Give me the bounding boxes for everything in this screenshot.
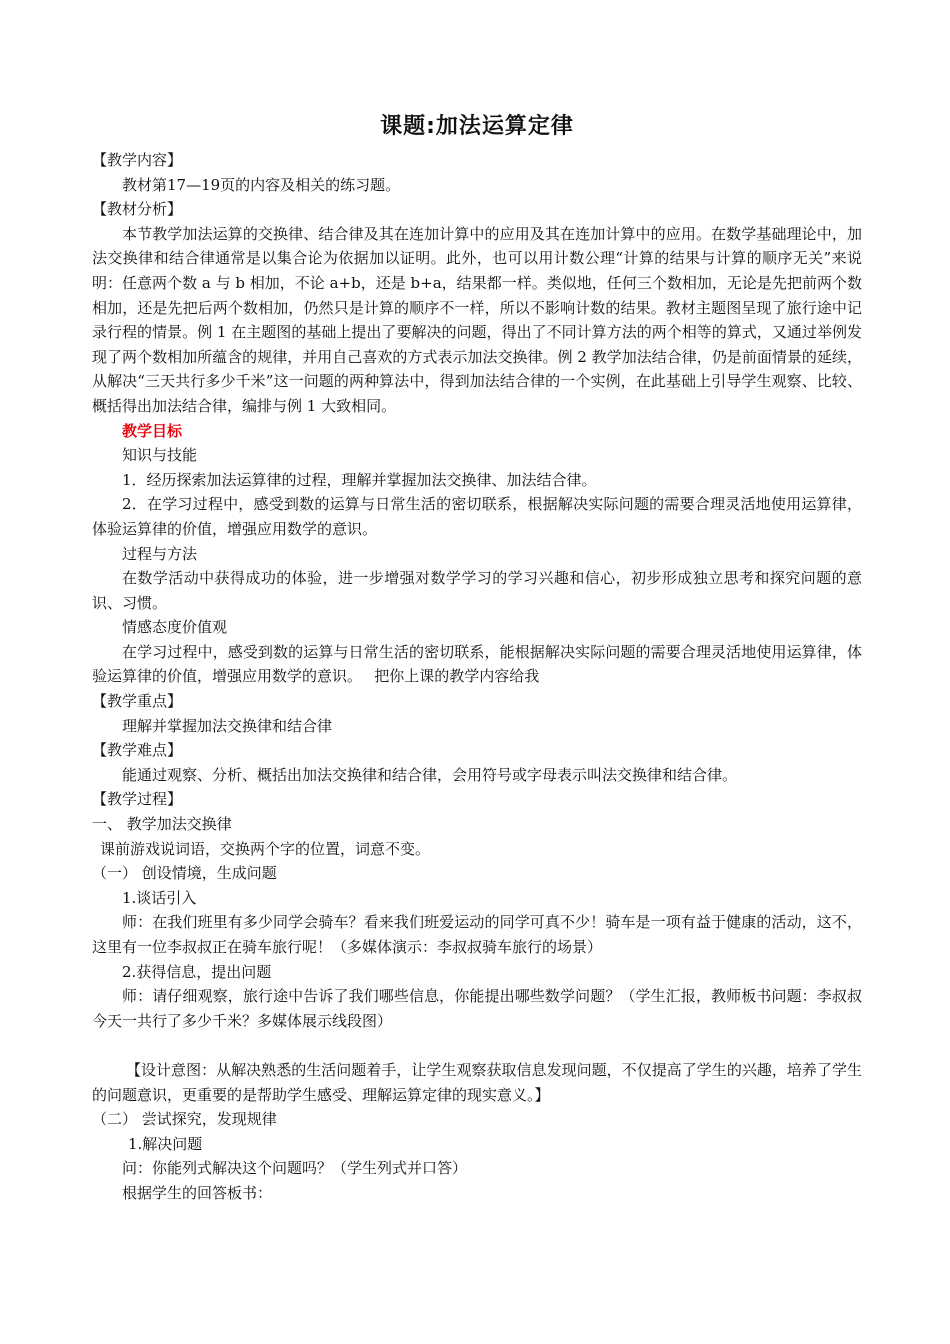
sub-2-1-heading: 1.解决问题 [128, 1134, 203, 1153]
page-title: 课题:加法运算定律 [380, 114, 574, 139]
content-text: 教材第17—19页的内容及相关的练习题。 [122, 175, 401, 194]
sub-2-1-question: 问：你能列式解决这个问题吗？（学生列式并口答） [122, 1159, 468, 1178]
document-page [92, 110, 862, 1206]
section-heading-analysis: 【教材分析】 [92, 200, 183, 219]
game-text: 课前游戏说词语，交换两个字的位置，词意不变。 [100, 839, 431, 858]
goal-emotion-text: 在学习过程中，感受到数的运算与日常生活的密切联系，能根据解决实际问题的需要合理灵活地使用运算律，体验运算律的价值，增强应用数学的意识。 把你上课的教学内容给我 [92, 642, 862, 686]
goal-knowledge-heading: 知识与技能 [122, 446, 198, 465]
goal-emotion-heading: 情感态度价值观 [122, 618, 228, 637]
section-heading-difficulty: 【教学难点】 [92, 741, 183, 760]
blank-line [92, 1033, 862, 1058]
sub-1-2-text: 师：请仔细观察，旅行途中告诉了我们哪些信息，你能提出哪些数学问题？（学生汇报，教师板书问题：李叔叔今天一共行了多少千米？多媒体展示线段图） [92, 987, 862, 1030]
sub-2-1-board: 根据学生的回答板书： [122, 1183, 273, 1202]
goal-process-heading: 过程与方法 [122, 544, 198, 563]
sub-1-1-heading: 1.谈话引入 [122, 888, 197, 907]
section-heading-goals: 教学目标 [122, 421, 183, 440]
design-intent: 【设计意图：从解决熟悉的生活问题着手，让学生观察获取信息发现问题，不仅提高了学生的兴趣，培养了学生的问题意识，更重要的是帮助学生感受、理解运算定律的现实意义。】 [92, 1060, 862, 1104]
goal-process-text: 在数学活动中获得成功的体验，进一步增强对数学学习的学习兴趣和信心，初步形成独立思考和探究问题的意识、习惯。 [92, 569, 862, 612]
goal-1: 1．经历探索加法运算律的过程，理解并掌握加法交换律、加法结合律。 [122, 470, 597, 489]
goal-2: 2．在学习过程中，感受到数的运算与日常生活的密切联系，根据解决实际问题的需要合理灵活地使用运算律，体验运算律的价值，增强应用数学的意识。 [92, 495, 862, 538]
key-text: 理解并掌握加法交换律和结合律 [122, 716, 333, 735]
part-1-heading: 一、 教学加法交换律 [92, 815, 232, 834]
difficulty-text: 能通过观察、分析、概括出加法交换律和结合律，会用符号或字母表示叫法交换律和结合律。 [122, 765, 738, 784]
sub-1-heading: （一） 创设情境，生成问题 [92, 864, 277, 883]
sub-2-heading: （二） 尝试探究，发现规律 [92, 1110, 277, 1129]
section-heading-key: 【教学重点】 [92, 692, 183, 711]
section-heading-content: 【教学内容】 [92, 151, 183, 169]
sub-1-1-text: 师：在我们班里有多少同学会骑车？看来我们班爱运动的同学可真不少！骑车是一项有益于健康的活动，这不，这里有一位李叔叔正在骑车旅行呢！（多媒体演示：李叔叔骑车旅行的场景） [92, 913, 862, 956]
sub-1-2-heading: 2.获得信息，提出问题 [122, 962, 272, 981]
analysis-text: 本节教学加法运算的交换律、结合律及其在连加计算中的应用及其在连加计算中的应用。在数学基础理论中，加法交换律和结合律通常是以集合论为依据加以证明。此外，也可以用计数公理“计算的结果与计算的顺序无关”来说明：任意两个数 a 与 b 相加，不论 a+b，还是 b+a，结果都一样。类似地，任何三个数相加，无论是先把前两个数相加，还是先把后两个数相加，仍然只是计算的顺序不一样，所以不影响计数的结果。教材主题图呈现了旅行途中记录行程的情景。例 1 在主题图的基础上提出了要解决的问题，得出了不同计算方法的两个相等的算式，又通过举例发现了两个数相加所蕴含的规律，并用自己喜欢的方式表示加法交换律。例 2 教学加法结合律，仍是前面情景的延续，从解决“三天共行多少千米”这一问题的两种算法中，得到加法结合律的一个实例，在此基础上引导学生观察、比较、概括得出加法结合律，编排与例 1 大致相同。 [92, 224, 862, 415]
section-heading-process: 【教学过程】 [92, 790, 183, 809]
